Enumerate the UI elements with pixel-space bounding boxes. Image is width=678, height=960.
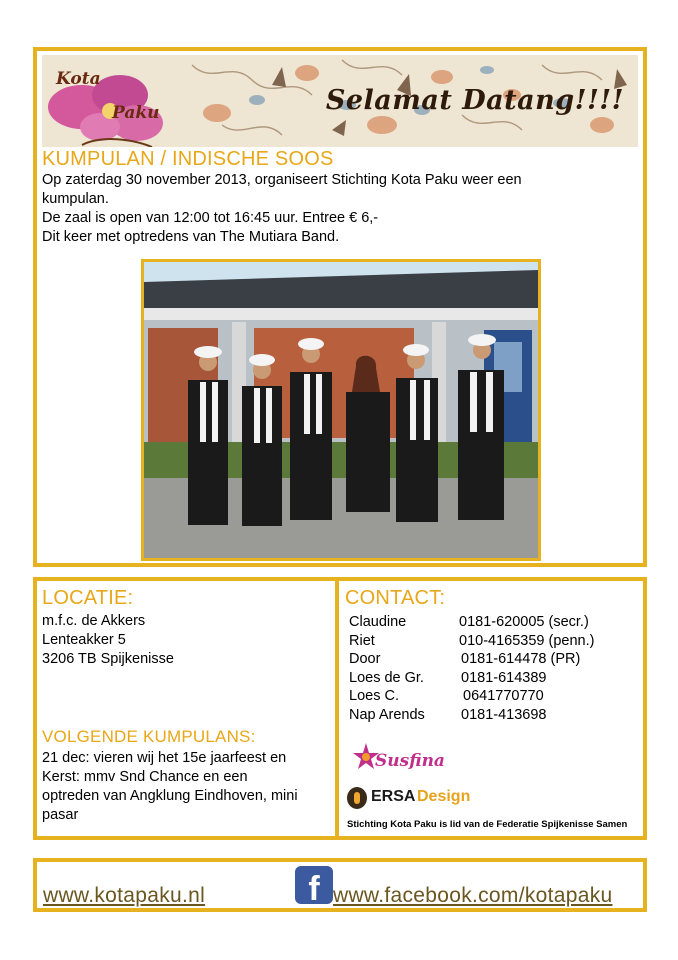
contact-heading: CONTACT: [345, 587, 446, 609]
footer-links [33, 858, 647, 912]
contact-name: Loes C. [349, 688, 399, 704]
location-heading: LOCATIE: [42, 587, 134, 609]
event-panel [33, 47, 647, 567]
contact-phone: 0641770770 [463, 688, 544, 704]
upcoming-description [42, 749, 332, 825]
event-description [42, 171, 642, 247]
contact-name: Claudine [349, 614, 407, 630]
ersa-design-logo [347, 785, 497, 813]
contact-name: Loes de Gr. [349, 669, 424, 686]
contact-name: Nap Arends [349, 706, 425, 723]
band-photo-image [144, 262, 538, 558]
welcome-banner [42, 55, 638, 147]
address-line: Lenteakker 5 [42, 632, 126, 648]
event-line: De zaal is open van 12:00 tot 16:45 uur. Entree € 6,- [42, 210, 379, 226]
ersa-icon-flame [354, 792, 360, 804]
upcoming-line: pasar [42, 807, 79, 823]
contact-panel [335, 577, 647, 840]
contact-phone: 0181-620005 (secr.) [459, 614, 589, 630]
federation-note: Stichting Kota Paku is lid van de Federatie Spijkenisse Samen [347, 819, 628, 830]
event-line: Op zaterdag 30 november 2013, organiseert Stichting Kota Paku weer een [42, 172, 522, 188]
logo-text-paku: Paku [112, 103, 160, 123]
upcoming-heading: VOLGENDE KUMPULANS: [42, 727, 256, 746]
address-line: 3206 TB Spijkenisse [42, 651, 174, 667]
location-panel [33, 577, 339, 840]
location-address [42, 612, 174, 669]
upcoming-line: Kerst: mmv Snd Chance en een [42, 769, 248, 785]
event-title: KUMPULAN / INDISCHE SOOS [42, 148, 334, 170]
band-photo [141, 259, 541, 561]
welcome-greeting: Selamat Datang!!!! [325, 85, 624, 116]
website-link[interactable]: www.kotapaku.nl [43, 884, 206, 907]
upcoming-line: 21 dec: vieren wij het 15e jaarfeest en [42, 750, 287, 766]
contact-phone: 0181-614478 (PR) [461, 651, 581, 667]
facebook-link[interactable]: www.facebook.com/kotapaku [333, 884, 613, 907]
logo-text-kota: Kota [56, 69, 101, 89]
facebook-icon[interactable]: f [295, 866, 333, 904]
event-line: Dit keer met optredens van The Mutiara Band. [42, 229, 340, 245]
ersa-text: ERSA [371, 788, 416, 805]
susfina-logo [349, 739, 469, 775]
event-line: kumpulan. [42, 191, 109, 207]
address-line: m.f.c. de Akkers [42, 613, 146, 629]
contact-phone: 0181-413698 [461, 706, 547, 723]
design-text: Design [417, 788, 471, 805]
contact-name: Door [349, 651, 381, 667]
contact-phone: 0181-614389 [461, 669, 547, 686]
contact-name: Riet [349, 632, 375, 649]
contact-phone: 010-4165359 (penn.) [459, 632, 595, 649]
susfina-text: Susfina [375, 751, 445, 771]
upcoming-line: optreden van Angklung Eindhoven, mini [42, 788, 298, 804]
